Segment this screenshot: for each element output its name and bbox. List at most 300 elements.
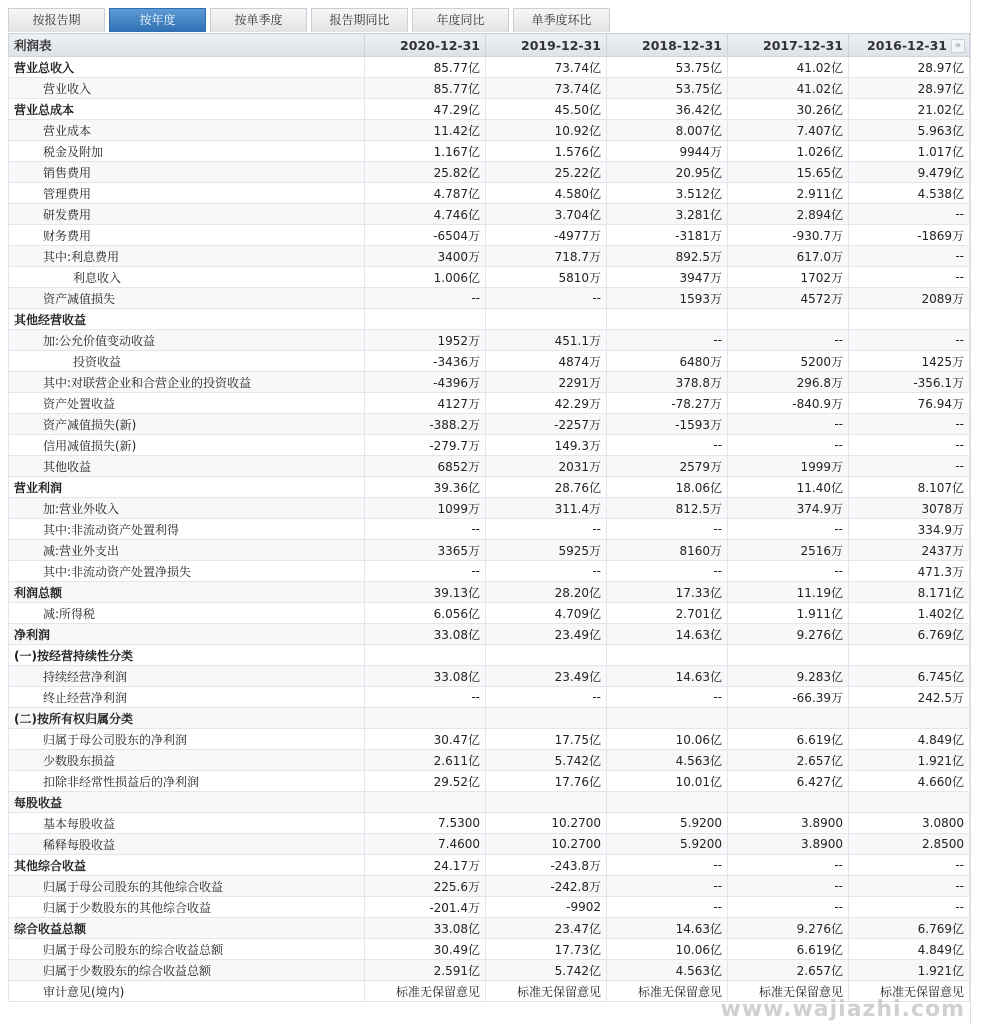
row-value: -201.4万 bbox=[365, 897, 486, 918]
row-label: 管理费用 bbox=[9, 183, 365, 204]
table-row bbox=[9, 57, 970, 78]
table-row bbox=[9, 771, 970, 792]
row-value: 1.017亿 bbox=[849, 141, 970, 162]
row-label: 研发费用 bbox=[9, 204, 365, 225]
row-value: -840.9万 bbox=[728, 393, 849, 414]
row-label: 其他收益 bbox=[9, 456, 365, 477]
header-date-2016[interactable] bbox=[849, 34, 970, 57]
row-value: 1952万 bbox=[365, 330, 486, 351]
row-value: 8.107亿 bbox=[849, 477, 970, 498]
row-value: 378.8万 bbox=[607, 372, 728, 393]
table-row bbox=[9, 204, 970, 225]
row-value: 3947万 bbox=[607, 267, 728, 288]
row-label: 其他经营收益 bbox=[9, 309, 365, 330]
table-row bbox=[9, 309, 970, 330]
table-row bbox=[9, 435, 970, 456]
row-value: -- bbox=[728, 435, 849, 456]
table-row bbox=[9, 456, 970, 477]
row-value: 76.94万 bbox=[849, 393, 970, 414]
table-row bbox=[9, 225, 970, 246]
row-value: 1593万 bbox=[607, 288, 728, 309]
row-value: 25.22亿 bbox=[486, 162, 607, 183]
row-value: 33.08亿 bbox=[365, 918, 486, 939]
row-value: 617.0万 bbox=[728, 246, 849, 267]
row-value: 8.171亿 bbox=[849, 582, 970, 603]
row-value: -- bbox=[486, 288, 607, 309]
row-value: 24.17万 bbox=[365, 855, 486, 876]
row-value: 3400万 bbox=[365, 246, 486, 267]
row-value: 41.02亿 bbox=[728, 57, 849, 78]
row-value: 14.63亿 bbox=[607, 918, 728, 939]
row-value bbox=[607, 645, 728, 666]
row-value: 5.963亿 bbox=[849, 120, 970, 141]
row-label: 基本每股收益 bbox=[9, 813, 365, 834]
row-value bbox=[365, 645, 486, 666]
row-value: 2291万 bbox=[486, 372, 607, 393]
row-value: 2579万 bbox=[607, 456, 728, 477]
row-label: 营业利润 bbox=[9, 477, 365, 498]
row-value: -78.27万 bbox=[607, 393, 728, 414]
table-row bbox=[9, 393, 970, 414]
table-row bbox=[9, 939, 970, 960]
row-value: -- bbox=[486, 561, 607, 582]
row-value: 5.742亿 bbox=[486, 960, 607, 981]
row-value bbox=[607, 792, 728, 813]
row-value: 30.26亿 bbox=[728, 99, 849, 120]
row-value: 374.9万 bbox=[728, 498, 849, 519]
row-value: 28.97亿 bbox=[849, 78, 970, 99]
row-value: 17.33亿 bbox=[607, 582, 728, 603]
row-value: 6.056亿 bbox=[365, 603, 486, 624]
table-row bbox=[9, 582, 970, 603]
row-value: 7.5300 bbox=[365, 813, 486, 834]
row-value: 9.283亿 bbox=[728, 666, 849, 687]
row-label: 其中:非流动资产处置净损失 bbox=[9, 561, 365, 582]
row-value: 39.36亿 bbox=[365, 477, 486, 498]
row-label: 利息收入 bbox=[9, 267, 365, 288]
row-value: 6480万 bbox=[607, 351, 728, 372]
row-value: 36.42亿 bbox=[607, 99, 728, 120]
row-value: 73.74亿 bbox=[486, 57, 607, 78]
row-value: -- bbox=[849, 855, 970, 876]
table-row bbox=[9, 246, 970, 267]
row-value: 10.06亿 bbox=[607, 729, 728, 750]
row-value bbox=[728, 792, 849, 813]
row-value: -- bbox=[849, 414, 970, 435]
table-row bbox=[9, 645, 970, 666]
row-value: 4874万 bbox=[486, 351, 607, 372]
row-label: 税金及附加 bbox=[9, 141, 365, 162]
row-value: 10.01亿 bbox=[607, 771, 728, 792]
row-value: 296.8万 bbox=[728, 372, 849, 393]
row-value: 5.9200 bbox=[607, 834, 728, 855]
table-row bbox=[9, 477, 970, 498]
row-value: 6.427亿 bbox=[728, 771, 849, 792]
row-value: 3078万 bbox=[849, 498, 970, 519]
row-value: 5810万 bbox=[486, 267, 607, 288]
row-value: 1099万 bbox=[365, 498, 486, 519]
row-value: -2257万 bbox=[486, 414, 607, 435]
row-value: 718.7万 bbox=[486, 246, 607, 267]
row-value: 2.591亿 bbox=[365, 960, 486, 981]
tab-2[interactable]: 按单季度 bbox=[210, 8, 307, 32]
row-value: 85.77亿 bbox=[365, 78, 486, 99]
row-value: 39.13亿 bbox=[365, 582, 486, 603]
table-row bbox=[9, 666, 970, 687]
row-value: 20.95亿 bbox=[607, 162, 728, 183]
row-label: 利润总额 bbox=[9, 582, 365, 603]
scroll-right-icon[interactable]: » bbox=[951, 39, 965, 53]
row-label: 减:所得税 bbox=[9, 603, 365, 624]
row-value: -- bbox=[607, 561, 728, 582]
row-value: -- bbox=[849, 897, 970, 918]
row-value: 标准无保留意见 bbox=[607, 981, 728, 1002]
row-value: 4.849亿 bbox=[849, 729, 970, 750]
row-label: 资产减值损失(新) bbox=[9, 414, 365, 435]
row-value: 6.745亿 bbox=[849, 666, 970, 687]
row-value: -1593万 bbox=[607, 414, 728, 435]
table-row bbox=[9, 813, 970, 834]
row-value: 4127万 bbox=[365, 393, 486, 414]
row-value: 30.49亿 bbox=[365, 939, 486, 960]
table-row bbox=[9, 267, 970, 288]
row-value: -- bbox=[849, 876, 970, 897]
table-row bbox=[9, 183, 970, 204]
row-value: 28.97亿 bbox=[849, 57, 970, 78]
row-label: 少数股东损益 bbox=[9, 750, 365, 771]
row-value: 3.281亿 bbox=[607, 204, 728, 225]
row-label: 终止经营净利润 bbox=[9, 687, 365, 708]
row-label: 营业总成本 bbox=[9, 99, 365, 120]
row-value bbox=[486, 309, 607, 330]
row-label: 加:公允价值变动收益 bbox=[9, 330, 365, 351]
row-label: 资产处置收益 bbox=[9, 393, 365, 414]
row-value: -- bbox=[849, 204, 970, 225]
row-value: 1425万 bbox=[849, 351, 970, 372]
row-value: 1.921亿 bbox=[849, 960, 970, 981]
row-value: 5.742亿 bbox=[486, 750, 607, 771]
row-value: -4396万 bbox=[365, 372, 486, 393]
row-value: 45.50亿 bbox=[486, 99, 607, 120]
row-value bbox=[365, 309, 486, 330]
row-value: -- bbox=[607, 876, 728, 897]
row-label: 投资收益 bbox=[9, 351, 365, 372]
row-value bbox=[607, 708, 728, 729]
row-value: 6.769亿 bbox=[849, 918, 970, 939]
row-value: 23.47亿 bbox=[486, 918, 607, 939]
row-value: -930.7万 bbox=[728, 225, 849, 246]
row-value: 10.06亿 bbox=[607, 939, 728, 960]
row-value: 1999万 bbox=[728, 456, 849, 477]
table-row bbox=[9, 792, 970, 813]
row-value: -388.2万 bbox=[365, 414, 486, 435]
row-label: 减:营业外支出 bbox=[9, 540, 365, 561]
table-header-row bbox=[9, 34, 970, 57]
row-value: 11.42亿 bbox=[365, 120, 486, 141]
row-value: -9902 bbox=[486, 897, 607, 918]
row-value: 6852万 bbox=[365, 456, 486, 477]
row-value: 3365万 bbox=[365, 540, 486, 561]
table-row bbox=[9, 603, 970, 624]
row-value: 17.73亿 bbox=[486, 939, 607, 960]
row-value: 23.49亿 bbox=[486, 624, 607, 645]
row-value: -- bbox=[728, 519, 849, 540]
table-row bbox=[9, 162, 970, 183]
row-value: 471.3万 bbox=[849, 561, 970, 582]
header-date-2018[interactable]: 2018-12-31 bbox=[607, 34, 728, 57]
table-row bbox=[9, 519, 970, 540]
table-row bbox=[9, 120, 970, 141]
row-value: 33.08亿 bbox=[365, 666, 486, 687]
row-value: -6504万 bbox=[365, 225, 486, 246]
header-date-2019[interactable]: 2019-12-31 bbox=[486, 34, 607, 57]
row-value: -- bbox=[607, 330, 728, 351]
row-label: 信用减值损失(新) bbox=[9, 435, 365, 456]
row-value: 3.0800 bbox=[849, 813, 970, 834]
row-value: -- bbox=[728, 561, 849, 582]
row-value bbox=[728, 708, 849, 729]
row-value: 标准无保留意见 bbox=[365, 981, 486, 1002]
row-value: 5.9200 bbox=[607, 813, 728, 834]
table-body bbox=[9, 57, 970, 1002]
row-value: 2.611亿 bbox=[365, 750, 486, 771]
row-value: 10.2700 bbox=[486, 813, 607, 834]
row-value: -- bbox=[486, 687, 607, 708]
row-value: 33.08亿 bbox=[365, 624, 486, 645]
row-value: 4572万 bbox=[728, 288, 849, 309]
row-value: 4.787亿 bbox=[365, 183, 486, 204]
row-value: -66.39万 bbox=[728, 687, 849, 708]
row-value: 73.74亿 bbox=[486, 78, 607, 99]
table-row bbox=[9, 687, 970, 708]
row-value: -- bbox=[728, 897, 849, 918]
table-row bbox=[9, 834, 970, 855]
row-value bbox=[486, 708, 607, 729]
tab-4[interactable]: 年度同比 bbox=[412, 8, 509, 32]
row-value: -- bbox=[728, 330, 849, 351]
row-value: 3.512亿 bbox=[607, 183, 728, 204]
row-value: 5925万 bbox=[486, 540, 607, 561]
row-value bbox=[849, 708, 970, 729]
row-value: 451.1万 bbox=[486, 330, 607, 351]
row-value: -- bbox=[607, 897, 728, 918]
row-value: -- bbox=[607, 855, 728, 876]
row-label: 归属于母公司股东的其他综合收益 bbox=[9, 876, 365, 897]
row-value: 28.76亿 bbox=[486, 477, 607, 498]
row-value: 5200万 bbox=[728, 351, 849, 372]
row-value: -- bbox=[365, 561, 486, 582]
row-label: 稀释每股收益 bbox=[9, 834, 365, 855]
row-value bbox=[486, 645, 607, 666]
header-statement-name: 利润表 bbox=[9, 34, 365, 57]
row-label: 财务费用 bbox=[9, 225, 365, 246]
row-value bbox=[365, 792, 486, 813]
panel-border bbox=[970, 0, 971, 1024]
row-value: 47.29亿 bbox=[365, 99, 486, 120]
row-value: -- bbox=[728, 414, 849, 435]
row-label: (二)按所有权归属分类 bbox=[9, 708, 365, 729]
row-value: 53.75亿 bbox=[607, 78, 728, 99]
row-value: 4.563亿 bbox=[607, 960, 728, 981]
tab-0[interactable]: 按报告期 bbox=[8, 8, 105, 32]
row-value: -- bbox=[728, 855, 849, 876]
row-value: 1.576亿 bbox=[486, 141, 607, 162]
row-value: 标准无保留意见 bbox=[728, 981, 849, 1002]
tab-1[interactable]: 按年度 bbox=[109, 8, 206, 32]
row-value: -4977万 bbox=[486, 225, 607, 246]
row-value: -356.1万 bbox=[849, 372, 970, 393]
row-value bbox=[849, 309, 970, 330]
table-row bbox=[9, 918, 970, 939]
row-value: 3.8900 bbox=[728, 834, 849, 855]
row-label: 其中:利息费用 bbox=[9, 246, 365, 267]
row-value bbox=[365, 708, 486, 729]
row-value: 29.52亿 bbox=[365, 771, 486, 792]
row-value: 334.9万 bbox=[849, 519, 970, 540]
tab-5[interactable]: 单季度环比 bbox=[513, 8, 610, 32]
row-value: -3181万 bbox=[607, 225, 728, 246]
row-value: 9.276亿 bbox=[728, 918, 849, 939]
row-value: -- bbox=[607, 519, 728, 540]
row-value: 6.619亿 bbox=[728, 729, 849, 750]
row-value: 10.2700 bbox=[486, 834, 607, 855]
row-value: 2.911亿 bbox=[728, 183, 849, 204]
row-value bbox=[849, 645, 970, 666]
row-value: 17.76亿 bbox=[486, 771, 607, 792]
row-value: 225.6万 bbox=[365, 876, 486, 897]
row-label: 归属于少数股东的其他综合收益 bbox=[9, 897, 365, 918]
row-value: 2.8500 bbox=[849, 834, 970, 855]
row-value: 2.657亿 bbox=[728, 960, 849, 981]
row-value: 标准无保留意见 bbox=[849, 981, 970, 1002]
row-label: 归属于母公司股东的净利润 bbox=[9, 729, 365, 750]
row-value: 30.47亿 bbox=[365, 729, 486, 750]
row-value: -- bbox=[728, 876, 849, 897]
row-value: -- bbox=[849, 435, 970, 456]
table-row bbox=[9, 540, 970, 561]
row-value: 10.92亿 bbox=[486, 120, 607, 141]
row-value: 1.911亿 bbox=[728, 603, 849, 624]
row-value: 3.704亿 bbox=[486, 204, 607, 225]
row-label: (一)按经营持续性分类 bbox=[9, 645, 365, 666]
row-value: 9944万 bbox=[607, 141, 728, 162]
row-value: 1.006亿 bbox=[365, 267, 486, 288]
row-value: -- bbox=[365, 519, 486, 540]
row-value: 2437万 bbox=[849, 540, 970, 561]
row-value: 242.5万 bbox=[849, 687, 970, 708]
table-row bbox=[9, 897, 970, 918]
row-value: -- bbox=[365, 687, 486, 708]
row-value: 2.894亿 bbox=[728, 204, 849, 225]
row-label: 审计意见(境内) bbox=[9, 981, 365, 1002]
row-label: 持续经营净利润 bbox=[9, 666, 365, 687]
period-tabs bbox=[8, 8, 614, 32]
row-label: 销售费用 bbox=[9, 162, 365, 183]
row-value: 23.49亿 bbox=[486, 666, 607, 687]
tab-3[interactable]: 报告期同比 bbox=[311, 8, 408, 32]
row-value: 4.563亿 bbox=[607, 750, 728, 771]
row-value: 1.402亿 bbox=[849, 603, 970, 624]
row-value: 8160万 bbox=[607, 540, 728, 561]
row-value: 4.746亿 bbox=[365, 204, 486, 225]
header-date-2016-label: 2016-12-31 bbox=[867, 37, 947, 53]
table-row bbox=[9, 855, 970, 876]
row-value: 25.82亿 bbox=[365, 162, 486, 183]
table-row bbox=[9, 414, 970, 435]
row-value: 892.5万 bbox=[607, 246, 728, 267]
row-label: 营业收入 bbox=[9, 78, 365, 99]
row-value: 4.538亿 bbox=[849, 183, 970, 204]
row-label: 营业总收入 bbox=[9, 57, 365, 78]
row-label: 营业成本 bbox=[9, 120, 365, 141]
table-row bbox=[9, 330, 970, 351]
row-value: 1.167亿 bbox=[365, 141, 486, 162]
row-value bbox=[728, 309, 849, 330]
row-value: 17.75亿 bbox=[486, 729, 607, 750]
row-value: 2089万 bbox=[849, 288, 970, 309]
row-value: 4.580亿 bbox=[486, 183, 607, 204]
row-value: -- bbox=[607, 435, 728, 456]
row-value: 7.4600 bbox=[365, 834, 486, 855]
row-label: 扣除非经常性损益后的净利润 bbox=[9, 771, 365, 792]
row-value: 2031万 bbox=[486, 456, 607, 477]
row-value: -242.8万 bbox=[486, 876, 607, 897]
row-value: 15.65亿 bbox=[728, 162, 849, 183]
table-row bbox=[9, 960, 970, 981]
row-value: 2.701亿 bbox=[607, 603, 728, 624]
row-value: 53.75亿 bbox=[607, 57, 728, 78]
row-label: 资产减值损失 bbox=[9, 288, 365, 309]
row-value: 6.619亿 bbox=[728, 939, 849, 960]
row-value: 9.479亿 bbox=[849, 162, 970, 183]
table-row bbox=[9, 729, 970, 750]
row-label: 其他综合收益 bbox=[9, 855, 365, 876]
row-value: -1869万 bbox=[849, 225, 970, 246]
row-value: 1.026亿 bbox=[728, 141, 849, 162]
income-statement-table bbox=[8, 33, 970, 1002]
header-date-2017[interactable]: 2017-12-31 bbox=[728, 34, 849, 57]
row-value: 4.709亿 bbox=[486, 603, 607, 624]
row-value: 149.3万 bbox=[486, 435, 607, 456]
table-row bbox=[9, 78, 970, 99]
row-value bbox=[607, 309, 728, 330]
row-value: 85.77亿 bbox=[365, 57, 486, 78]
row-value: 2516万 bbox=[728, 540, 849, 561]
row-value: 42.29万 bbox=[486, 393, 607, 414]
row-value: 7.407亿 bbox=[728, 120, 849, 141]
row-label: 归属于母公司股东的综合收益总额 bbox=[9, 939, 365, 960]
row-label: 其中:非流动资产处置利得 bbox=[9, 519, 365, 540]
row-value: 41.02亿 bbox=[728, 78, 849, 99]
row-value: 1702万 bbox=[728, 267, 849, 288]
row-value: 28.20亿 bbox=[486, 582, 607, 603]
row-value: 14.63亿 bbox=[607, 666, 728, 687]
row-value: -- bbox=[849, 456, 970, 477]
row-value bbox=[728, 645, 849, 666]
row-value: -- bbox=[365, 288, 486, 309]
header-date-2020[interactable]: 2020-12-31 bbox=[365, 34, 486, 57]
table-row bbox=[9, 99, 970, 120]
table-row bbox=[9, 561, 970, 582]
table-row bbox=[9, 708, 970, 729]
row-label: 其中:对联营企业和合营企业的投资收益 bbox=[9, 372, 365, 393]
watermark: www.wajiazhi.com bbox=[720, 997, 965, 1022]
row-value: 311.4万 bbox=[486, 498, 607, 519]
row-label: 净利润 bbox=[9, 624, 365, 645]
row-value: 1.921亿 bbox=[849, 750, 970, 771]
row-value: -- bbox=[486, 519, 607, 540]
row-value: 标准无保留意见 bbox=[486, 981, 607, 1002]
